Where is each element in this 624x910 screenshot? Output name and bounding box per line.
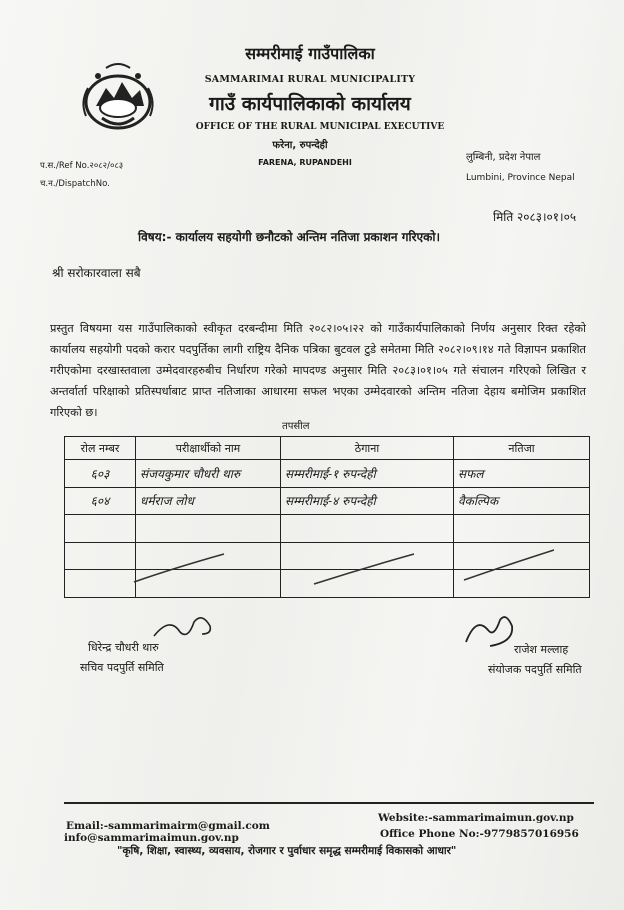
col-result: नतिजा	[454, 437, 590, 460]
municipality-name-en: SAMMARIMAI RURAL MUNICIPALITY	[204, 74, 416, 85]
footer-website: Website:-sammarimaimun.gov.np	[378, 812, 574, 824]
coordinator-title: संयोजक पदपुर्ति समिति	[488, 663, 582, 676]
col-candidate-name: परीक्षार्थीको नाम	[136, 437, 281, 460]
dispatch-number: च.न./DispatchNo.	[40, 179, 110, 189]
province-np: लुम्बिनी, प्रदेश नेपाल	[466, 152, 541, 163]
secretary-title: सचिव पदपुर्ति समिति	[80, 661, 164, 674]
name-cell: संजयकुमार चौधरी थारु	[136, 460, 281, 488]
location-np: फरेना, रुपन्देही	[272, 140, 328, 151]
table-row	[65, 460, 590, 488]
table-row	[65, 487, 590, 515]
empty-row-strike-lines	[64, 520, 590, 600]
ref-number: प.स./Ref No.२०८२/०८३	[40, 161, 124, 171]
office-name-np: गाउँ कार्यपालिकाको कार्यालय	[209, 93, 411, 115]
result-cell: सफल	[454, 460, 590, 488]
footer-email-secondary: info@sammarimaimun.gov.np	[64, 832, 239, 844]
letter-body: प्रस्तुत विषयमा यस गाउँपालिकाको स्वीकृत दरबन्दीमा मिति २०८२।०५।२२ को गाउँकार्यपालिकाको निर्णय अनुसार रिक्त रहेको कार्यालय सहयोगी पदको करार पदपुर्तिका लागी राष्ट्रिय दैनिक पत्रिका बुटवल टुडे समेतमा मिति २०८२।०९।१४ गते विज्ञापन प्रकाशित गरीएकोमा दरखास्तवाला उम्मेदवारहरुबीच निर्धारण गरेको मापदण्ड अनुसार मिति २०८३।०१।०५ गते संचालन गरिएको लिखित र अन्तर्वार्ता परिक्षाको प्रतिस्पर्धाबाट प्राप्त नतिजाका आधारमा सफल भएका उम्मेदवारको अन्तिम नतिजा देहाय बमोजिम प्रकाशित गरिएको छ।	[50, 322, 586, 419]
office-name-en: OFFICE OF THE RURAL MUNICIPAL EXECUTIVE	[195, 122, 445, 132]
footer-slogan: "कृषि, शिक्षा, स्वास्थ्य, व्यवसाय, रोजगार र पुर्वाधार समृद्ध सम्मरीमाई विकासको आधार"	[117, 845, 457, 857]
table-header-row	[65, 437, 590, 460]
letter-date: मिति २०८३।०१।०५	[493, 210, 577, 224]
secretary-signature-icon	[150, 610, 220, 644]
table-caption: तपसील	[282, 421, 310, 432]
footer-email-primary: Email:-sammarimairm@gmail.com	[66, 820, 270, 832]
municipality-name-np: सम्मरीमाई गाउँपालिका	[245, 44, 375, 63]
address-cell: सम्मरीमाई-१ रुपन्देही	[281, 460, 454, 488]
col-address: ठेगाना	[281, 437, 454, 460]
footer-divider	[64, 802, 594, 804]
result-cell: वैकल्पिक	[454, 487, 590, 515]
secretary-name: धिरेन्द्र चौधरी थारु	[88, 641, 159, 654]
letter-subject: विषय:- कार्यालय सहयोगी छनौटको अन्तिम नतिजा प्रकाशन गरिएको।	[138, 230, 441, 244]
col-roll-number: रोल नम्बर	[65, 437, 136, 460]
province-en: Lumbini, Province Nepal	[466, 173, 575, 183]
reference-block	[40, 157, 123, 193]
roll-cell: ६०४	[65, 487, 136, 515]
salutation: श्री सरोकारवाला सबै	[52, 266, 141, 280]
location-en: FARENA, RUPANDEHI	[258, 158, 352, 167]
footer-phone: Office Phone No:-9779857016956	[380, 828, 579, 840]
coordinator-name: राजेश मल्लाह	[514, 643, 569, 656]
province-block	[466, 148, 575, 188]
name-cell: धर्मराज लोध	[136, 487, 281, 515]
roll-cell: ६०३	[65, 460, 136, 488]
address-cell: सम्मरीमाई-४ रुपन्देही	[281, 487, 454, 515]
